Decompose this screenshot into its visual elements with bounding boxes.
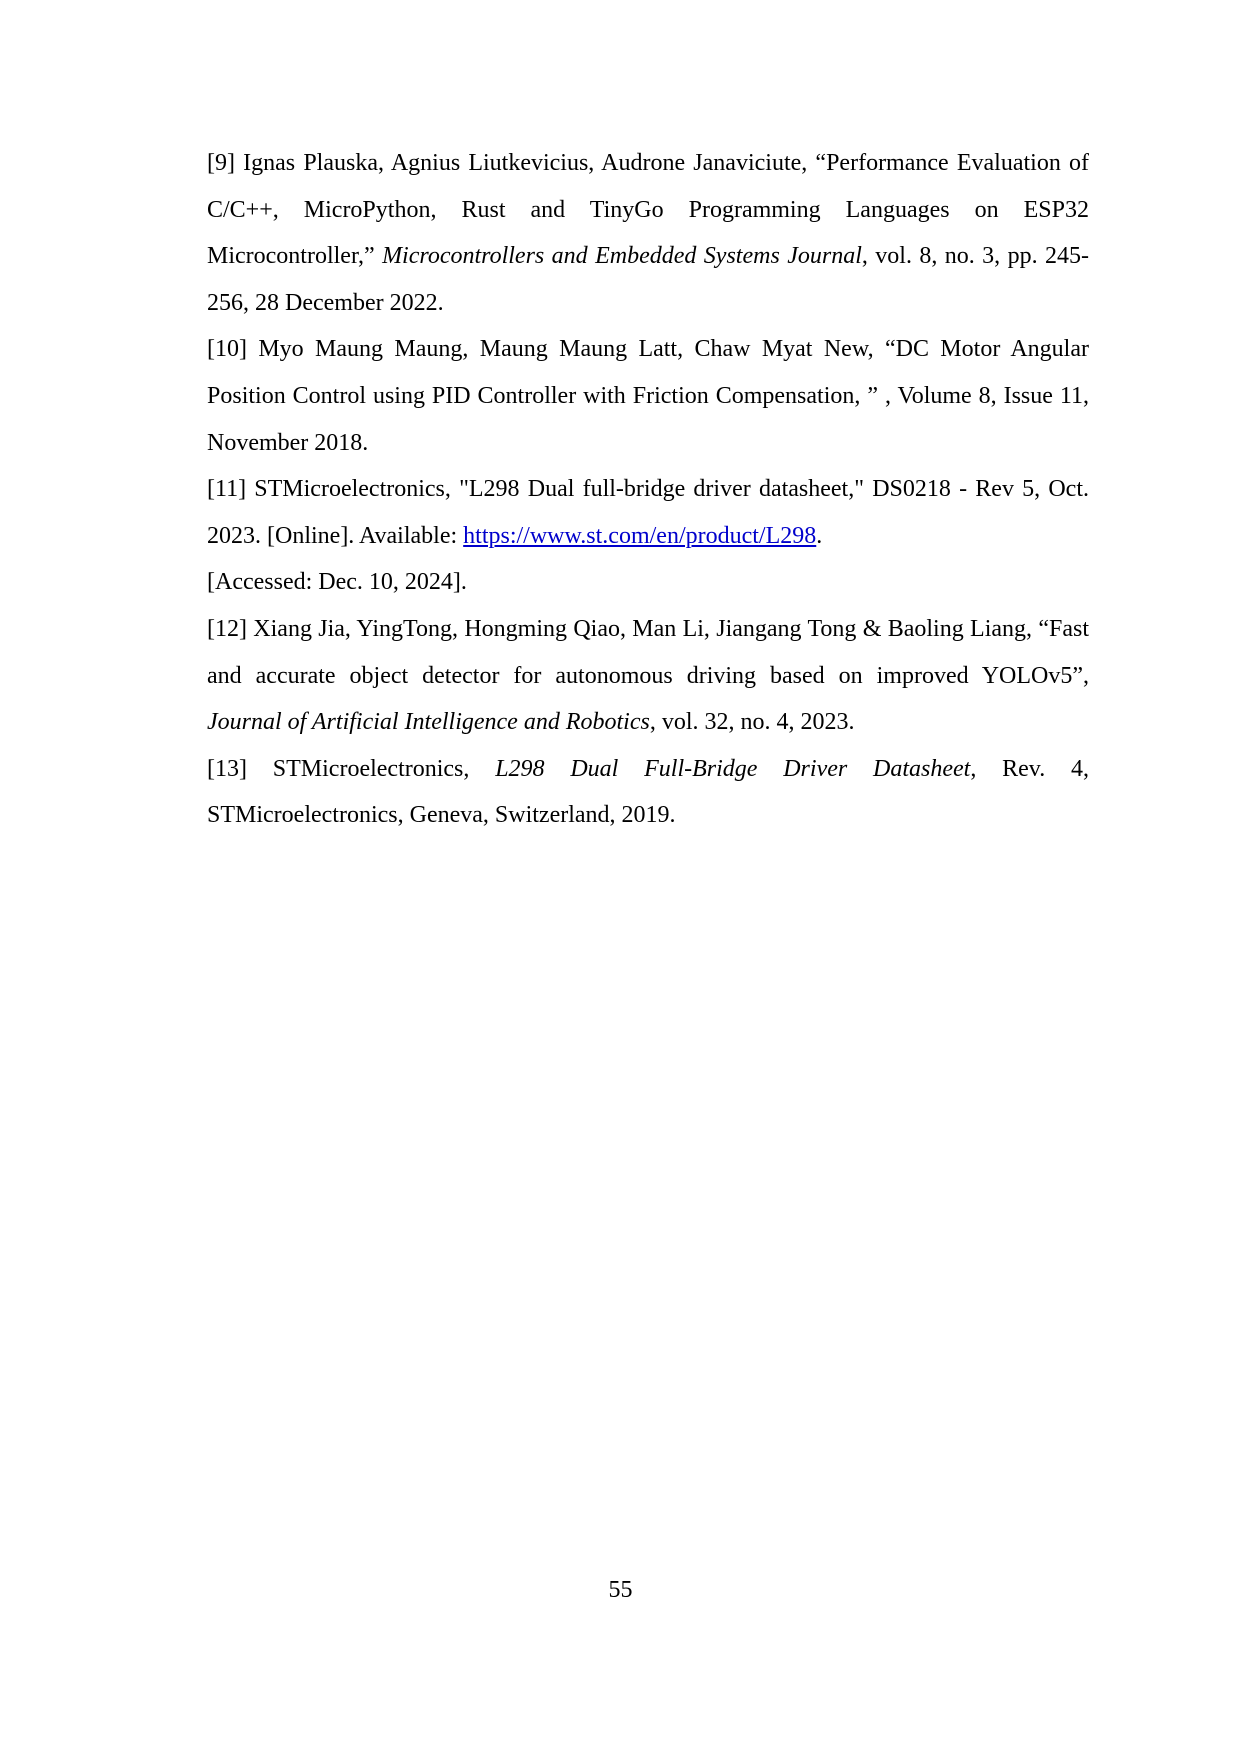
reference-item-10 [207,326,1089,466]
accessed-date: [Accessed: Dec. 10, 2024]. [207,569,467,596]
reference-item-12 [207,606,1089,746]
reference-item-9 [207,140,1089,326]
reference-text-tail: , Rev. 4, STMicroelectronics, Geneva, Switzerland, 2019. [207,755,1089,829]
reference-text: STMicroelectronics, [246,755,496,782]
reference-text: Xiang Jia, YingTong, Hongming Qiao, Man Li, Jiangang Tong & Baoling Liang, “Fast and accurate object detector for autonomous driving based on improved YOLOv5”, [207,615,1089,689]
page-number: 55 [608,1577,633,1603]
datasheet-link[interactable]: https://www.st.com/en/product/L298 [463,522,817,549]
reference-number: [9] [207,150,235,176]
reference-text-tail: , vol. 8, no. 3, pp. 245-256, 28 December 2022. [207,243,1089,316]
reference-number: [10] [207,336,247,363]
reference-item-13 [207,746,1089,839]
reference-text-tail: . [816,522,823,549]
reference-number: [11] [207,476,247,503]
journal-title: Microcontrollers and Embedded Systems Journal [382,243,862,270]
reference-item-11-accessed [207,559,1089,606]
reference-text: Myo Maung Maung, Maung Maung Latt, Chaw Myat New, “DC Motor Angular Position Control using PID Controller with Friction Compensation, ” , Volume 8, Issue 11, November 2018. [207,336,1089,456]
reference-text: Ignas Plauska, Agnius Liutkevicius, Audrone Janaviciute, “Performance Evaluation of C/C++, MicroPython, Rust and TinyGo Programming Languages on ESP32 Microcontroller,” [207,150,1089,270]
journal-title: Journal of Artificial Intelligence and Robotics [207,709,650,736]
datasheet-title: L298 Dual Full-Bridge Driver Datasheet [495,755,971,782]
reference-number: [13] [207,755,247,782]
reference-list [207,140,1089,839]
reference-text-tail: , vol. 32, no. 4, 2023. [649,709,855,736]
reference-number: [12] [207,615,247,642]
reference-text: STMicroelectronics, "L298 Dual full-bridge driver datasheet," DS0218 - Rev 5, Oct. 2023. [Online]. Available: [207,476,1089,549]
reference-item-11 [207,466,1089,559]
